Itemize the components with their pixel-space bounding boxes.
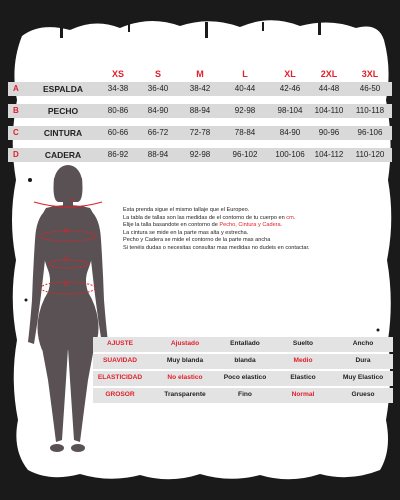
row-value: 86-92: [107, 150, 129, 159]
row-letter: D: [13, 150, 19, 159]
note-line: Pecho y Cadera se mide el contorno de la parte mas ancha: [123, 237, 271, 244]
row-value: 104-112: [314, 150, 344, 159]
row-value: 98-104: [277, 106, 303, 115]
row-value: 92-98: [234, 106, 256, 115]
row-value: 84-90: [147, 106, 169, 115]
property-row-grosor: [93, 388, 393, 403]
row-value: 78-84: [234, 128, 256, 137]
row-name: CADERA: [44, 150, 82, 160]
property-value: Medio: [293, 357, 313, 364]
row-value: 80-86: [107, 106, 129, 115]
property-value: Transparente: [164, 391, 206, 398]
property-label: SUAVIDAD: [103, 357, 137, 364]
size-3xl: 3XL: [361, 69, 379, 79]
row-name: ESPALDA: [43, 84, 83, 94]
figure-label-b: B: [64, 229, 69, 235]
property-value: Ancho: [352, 340, 374, 347]
note-line: Elije la talla basandote en contorno de Pecho, Cintura y Cadera.: [123, 222, 283, 229]
row-letter: B: [13, 106, 19, 115]
note-line: Si tenéis dudas o necesitas consultar mas medidas no dudeis en contactar.: [123, 244, 310, 251]
row-name: PECHO: [47, 106, 79, 116]
property-value: No elastico: [167, 374, 203, 381]
property-label: GROSOR: [105, 391, 135, 398]
measurement-row-b: [8, 104, 392, 118]
property-value: Muy Elastico: [342, 374, 384, 381]
note-line: Esta prenda sigue el mismo tallaje que el Europeo.: [123, 207, 250, 213]
property-value: Poco elastico: [223, 374, 267, 381]
size-header: [0, 69, 400, 83]
measurement-row-c: [8, 126, 392, 140]
row-value: 90-96: [318, 128, 340, 137]
property-value: blanda: [234, 357, 256, 364]
property-label: ELASTICIDAD: [97, 374, 143, 381]
property-value: Elastico: [290, 374, 316, 381]
row-value: 66-72: [147, 128, 169, 137]
row-value: 110-118: [355, 106, 385, 115]
size-l: L: [242, 69, 248, 79]
row-value: 96-102: [232, 150, 258, 159]
row-value: 88-94: [147, 150, 169, 159]
size-xs: XS: [111, 69, 125, 79]
property-value: Entallado: [230, 340, 260, 347]
row-value: 40-44: [234, 84, 256, 93]
size-xl: XL: [284, 69, 296, 79]
measurement-row-a: [8, 82, 392, 96]
body-figure: [18, 160, 118, 460]
garment-properties-table: [93, 337, 393, 405]
property-value: Fino: [238, 391, 252, 398]
size-notes: [123, 207, 393, 253]
note-line: La cintura se mide en la parte mas alta y estrecha.: [123, 229, 249, 236]
property-row-elasticidad: [93, 371, 393, 386]
note-line: La tabla de tallas son las medidas de el contorno de tu cuerpo en cm.: [123, 214, 296, 221]
size-s: S: [154, 69, 162, 79]
row-value: 92-98: [189, 150, 211, 159]
property-value: Suelto: [292, 340, 314, 347]
property-value: Muy blanda: [166, 357, 204, 364]
row-value: 72-78: [189, 128, 211, 137]
row-letter: A: [13, 84, 19, 93]
property-value: Ajustado: [170, 340, 200, 347]
size-m: M: [196, 69, 204, 79]
row-value: 44-48: [318, 84, 340, 93]
property-value: Grueso: [351, 391, 375, 398]
size-2xl: 2XL: [320, 69, 338, 79]
row-value: 60-66: [107, 128, 129, 137]
property-value: Normal: [291, 391, 315, 398]
row-name: CINTURA: [43, 128, 83, 138]
row-value: 96-106: [357, 128, 383, 137]
property-value: Dura: [355, 357, 371, 364]
row-value: 46-50: [359, 84, 381, 93]
figure-label-c: C: [64, 257, 69, 263]
row-value: 84-90: [279, 128, 301, 137]
property-label: AJUSTE: [106, 340, 134, 347]
row-value: 42-46: [279, 84, 301, 93]
row-value: 100-106: [275, 150, 305, 159]
row-value: 36-40: [147, 84, 169, 93]
row-value: 38-42: [189, 84, 211, 93]
row-letter: C: [13, 128, 19, 137]
figure-label-a: A: [70, 198, 75, 204]
figure-label-d: D: [64, 282, 69, 288]
row-value: 34-38: [107, 84, 129, 93]
row-value: 110-120: [355, 150, 385, 159]
row-value: 104-110: [314, 106, 344, 115]
property-row-suavidad: [93, 354, 393, 369]
property-row-ajuste: [93, 337, 393, 352]
row-value: 88-94: [189, 106, 211, 115]
